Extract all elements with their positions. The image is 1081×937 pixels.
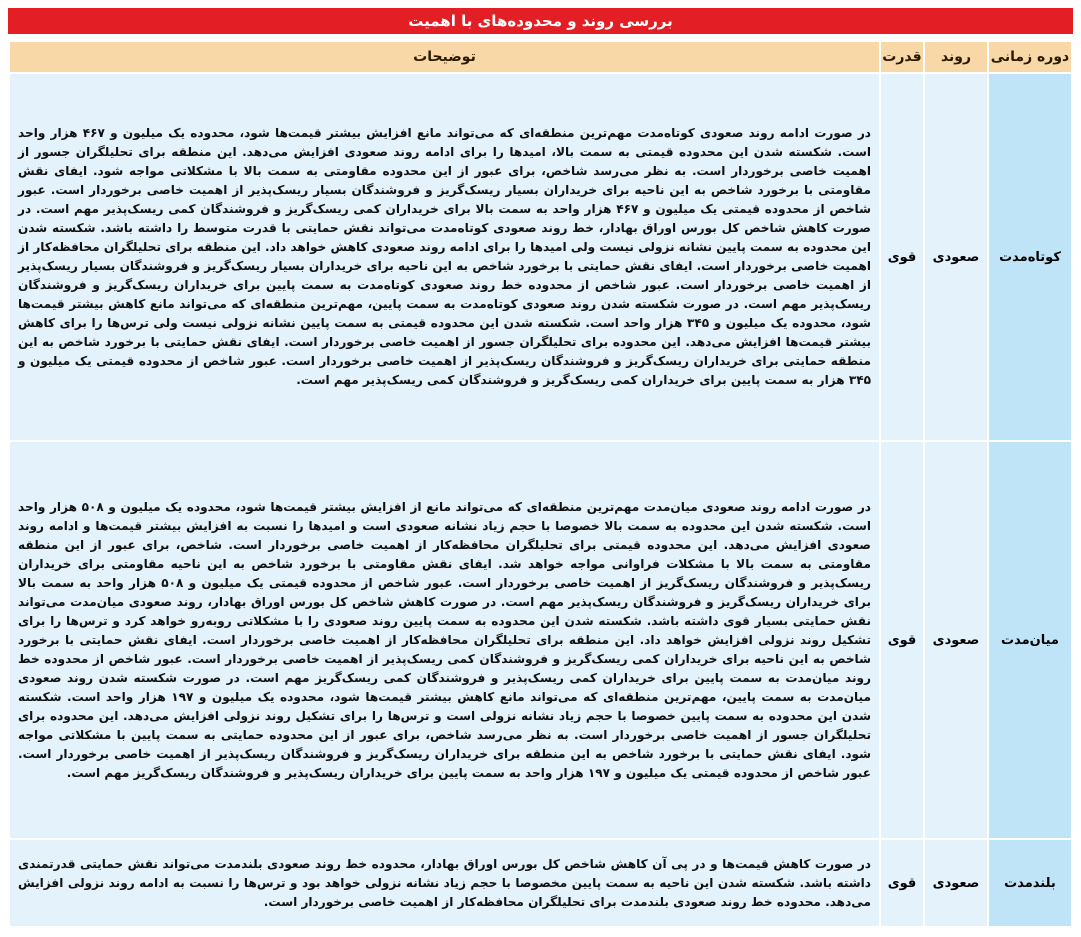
trend-table — [8, 40, 1073, 928]
row-power: قوی — [881, 840, 923, 926]
table-row — [10, 840, 1071, 926]
table-title: بررسی روند و محدوده‌های با اهمیت — [8, 8, 1073, 34]
row-description: در صورت کاهش قیمت‌ها و در پی آن کاهش شاخص کل بورس اوراق بهادار، محدوده خط روند صعودی بلندمدت می‌تواند نقش حمایتی قدرتمندی داشته باشد. شکسته شدن این ناحیه به سمت پایین مخصوصا با حجم زیاد نشانه نزولی خواهد بود و ترس‌ها را نسبت به ادامه روند نزولی افزایش می‌دهد. محدوده خط روند صعودی بلندمدت برای تحلیلگران محافظه‌کار از اهمیت خاصی برخوردار است. — [10, 840, 879, 926]
header-description: توضیحات — [10, 42, 879, 72]
header-row — [10, 42, 1071, 72]
row-period: میان‌مدت — [989, 442, 1071, 838]
header-trend: روند — [925, 42, 987, 72]
row-trend: صعودی — [925, 74, 987, 440]
row-description: در صورت ادامه روند صعودی میان‌مدت مهم‌ترین منطقه‌ای که می‌تواند مانع از افزایش بیشتر قیمت‌ها شود، محدوده یک میلیون و ۵۰۸ هزار واحد است. شکسته شدن این محدوده به سمت بالا خصوصا با حجم زیاد نشانه صعودی است و امیدها را نسبت به افزایش بیشتر قیمت‌ها و ادامه روند صعودی افزایش می‌دهد. این محدوده قیمتی برای تحلیلگران محافظه‌کار از اهمیت خاصی برخوردار است. شاخص، برای عبور از این منطقه مقاومتی به سمت بالا با مشکلات فراوانی مواجه خواهد شد. ایفای نقش مقاومتی با برخورد شاخص به این ناحیه مقاومتی برای خریداران ریسک‌پذیر و فروشندگان ریسک‌گریز از اهمیت خاصی برخوردار است. عبور شاخص از محدوده قیمتی یک میلیون و ۵۰۸ هزار واحد به سمت بالا برای خریداران ریسک‌گریز و فروشندگان ریسک‌پذیر مهم است. در صورت کاهش شاخص کل بورس اوراق بهادار، روند صعودی میان‌مدت می‌تواند نقش حمایتی بسیار قوی داشته باشد. شکسته شدن این محدوده به سمت پایین روند صعودی را با مشکلاتی روبه‌رو خواهد کرد و ترس‌ها را برای تشکیل روند نزولی افزایش خواهد داد. این منطقه برای تحلیلگران محافظه‌کار از اهمیت خاصی برخوردار است. ایفای نقش حمایتی با برخورد شاخص به این ناحیه برای خریداران کمی ریسک‌گریز و فروشندگان کمی ریسک‌پذیر از اهمیت خاصی برخوردار است. عبور شاخص از محدوده خط روند میان‌مدت به سمت پایین برای خریداران کمی ریسک‌پذیر و فروشندگان کمی ریسک‌گریز مهم است. در صورت شکسته شدن روند صعودی میان‌مدت به سمت پایین، مهم‌ترین منطقه‌ای که می‌تواند مانع کاهش بیشتر قیمت‌ها شود، محدوده یک میلیون و ۱۹۷ هزار واحد است. شکسته شدن این محدوده به سمت پایین خصوصا با حجم زیاد نشانه نزولی است و ترس‌ها را برای تشکیل روند نزولی افزایش می‌دهد. این محدوده برای تحلیلگران جسور از اهمیت خاصی برخوردار است. به نظر می‌رسد شاخص، برای عبور از این محدوده حمایتی به سمت پایین با مشکلاتی مواجه شود. ایفای نقش حمایتی با برخورد شاخص به این منطقه برای خریداران ریسک‌گریز و فروشندگان ریسک‌پذیر از اهمیت خاصی برخوردار است. عبور شاخص از محدوده قیمتی یک میلیون و ۱۹۷ هزار واحد به سمت پایین برای خریداران ریسک‌پذیر و فروشندگان ریسک‌گریز مهم است. — [10, 442, 879, 838]
table-row — [10, 442, 1071, 838]
header-period: دوره زمانی — [989, 42, 1071, 72]
row-period: کوتاه‌مدت — [989, 74, 1071, 440]
row-trend: صعودی — [925, 840, 987, 926]
row-power: قوی — [881, 442, 923, 838]
header-power: قدرت — [881, 42, 923, 72]
row-description: در صورت ادامه روند صعودی کوتاه‌مدت مهم‌ترین منطقه‌ای که می‌تواند مانع افزایش بیشتر قیمت‌ها شود، محدوده یک میلیون و ۴۶۷ هزار واحد است. شکسته شدن این محدوده قیمتی به سمت بالا، امیدها را برای ادامه روند صعودی افزایش می‌دهد. این منطقه برای تحلیلگران جسور از اهمیت خاصی برخوردار است. به نظر می‌رسد شاخص، برای عبور از این محدوده مقاومتی به سمت بالا با مشکلاتی مواجه شود. ایفای نقش مقاومتی با برخورد شاخص به این ناحیه برای خریداران بسیار ریسک‌گریز و فروشندگان بسیار ریسک‌پذیر از اهمیت خاصی برخوردار است. عبور شاخص از محدوده قیمتی یک میلیون و ۴۶۷ هزار واحد به سمت بالا برای خریداران کمی ریسک‌گریز و فروشندگان کمی ریسک‌پذیر مهم است. در صورت کاهش شاخص کل بورس اوراق بهادار، خط روند صعودی کوتاه‌مدت می‌تواند نقش حمایتی با قدرت متوسط را داشته باشد. شکسته شدن این محدوده به سمت پایین نشانه نزولی نیست ولی امیدها را برای ادامه روند صعودی کاهش خواهد داد. این منطقه برای تحلیلگران محافظه‌کار از اهمیت خاصی برخوردار است. ایفای نقش حمایتی با برخورد شاخص به این ناحیه برای خریداران بسیار ریسک‌گریز و فروشندگان بسیار ریسک‌پذیر از اهمیت خاصی برخوردار است. عبور شاخص از محدوده خط روند صعودی کوتاه‌مدت به سمت پایین برای خریداران ریسک‌گریز و فروشندگان ریسک‌پذیر مهم است. در صورت شکسته شدن روند صعودی کوتاه‌مدت به سمت پایین، مهم‌ترین منطقه‌ای که می‌تواند مانع کاهش بیشتر قیمت‌ها شود، محدوده یک میلیون و ۳۴۵ هزار واحد است. شکسته شدن این محدوده قیمتی به سمت پایین نشانه نزولی نیست ولی ترس‌ها را برای کاهش بیشتر قیمت‌ها افزایش می‌دهد. این محدوده برای تحلیلگران جسور از اهمیت خاصی برخوردار است. ایفای نقش حمایتی با برخورد شاخص به این منطقه حمایتی برای خریداران ریسک‌گریز و فروشندگان ریسک‌پذیر از اهمیت خاصی برخوردار است. عبور شاخص از محدوده قیمتی یک میلیون و ۳۴۵ هزار به سمت پایین برای خریداران کمی ریسک‌گریز و فروشندگان کمی ریسک‌پذیر مهم است. — [10, 74, 879, 440]
row-period: بلندمدت — [989, 840, 1071, 926]
row-trend: صعودی — [925, 442, 987, 838]
row-power: قوی — [881, 74, 923, 440]
table-row — [10, 74, 1071, 440]
